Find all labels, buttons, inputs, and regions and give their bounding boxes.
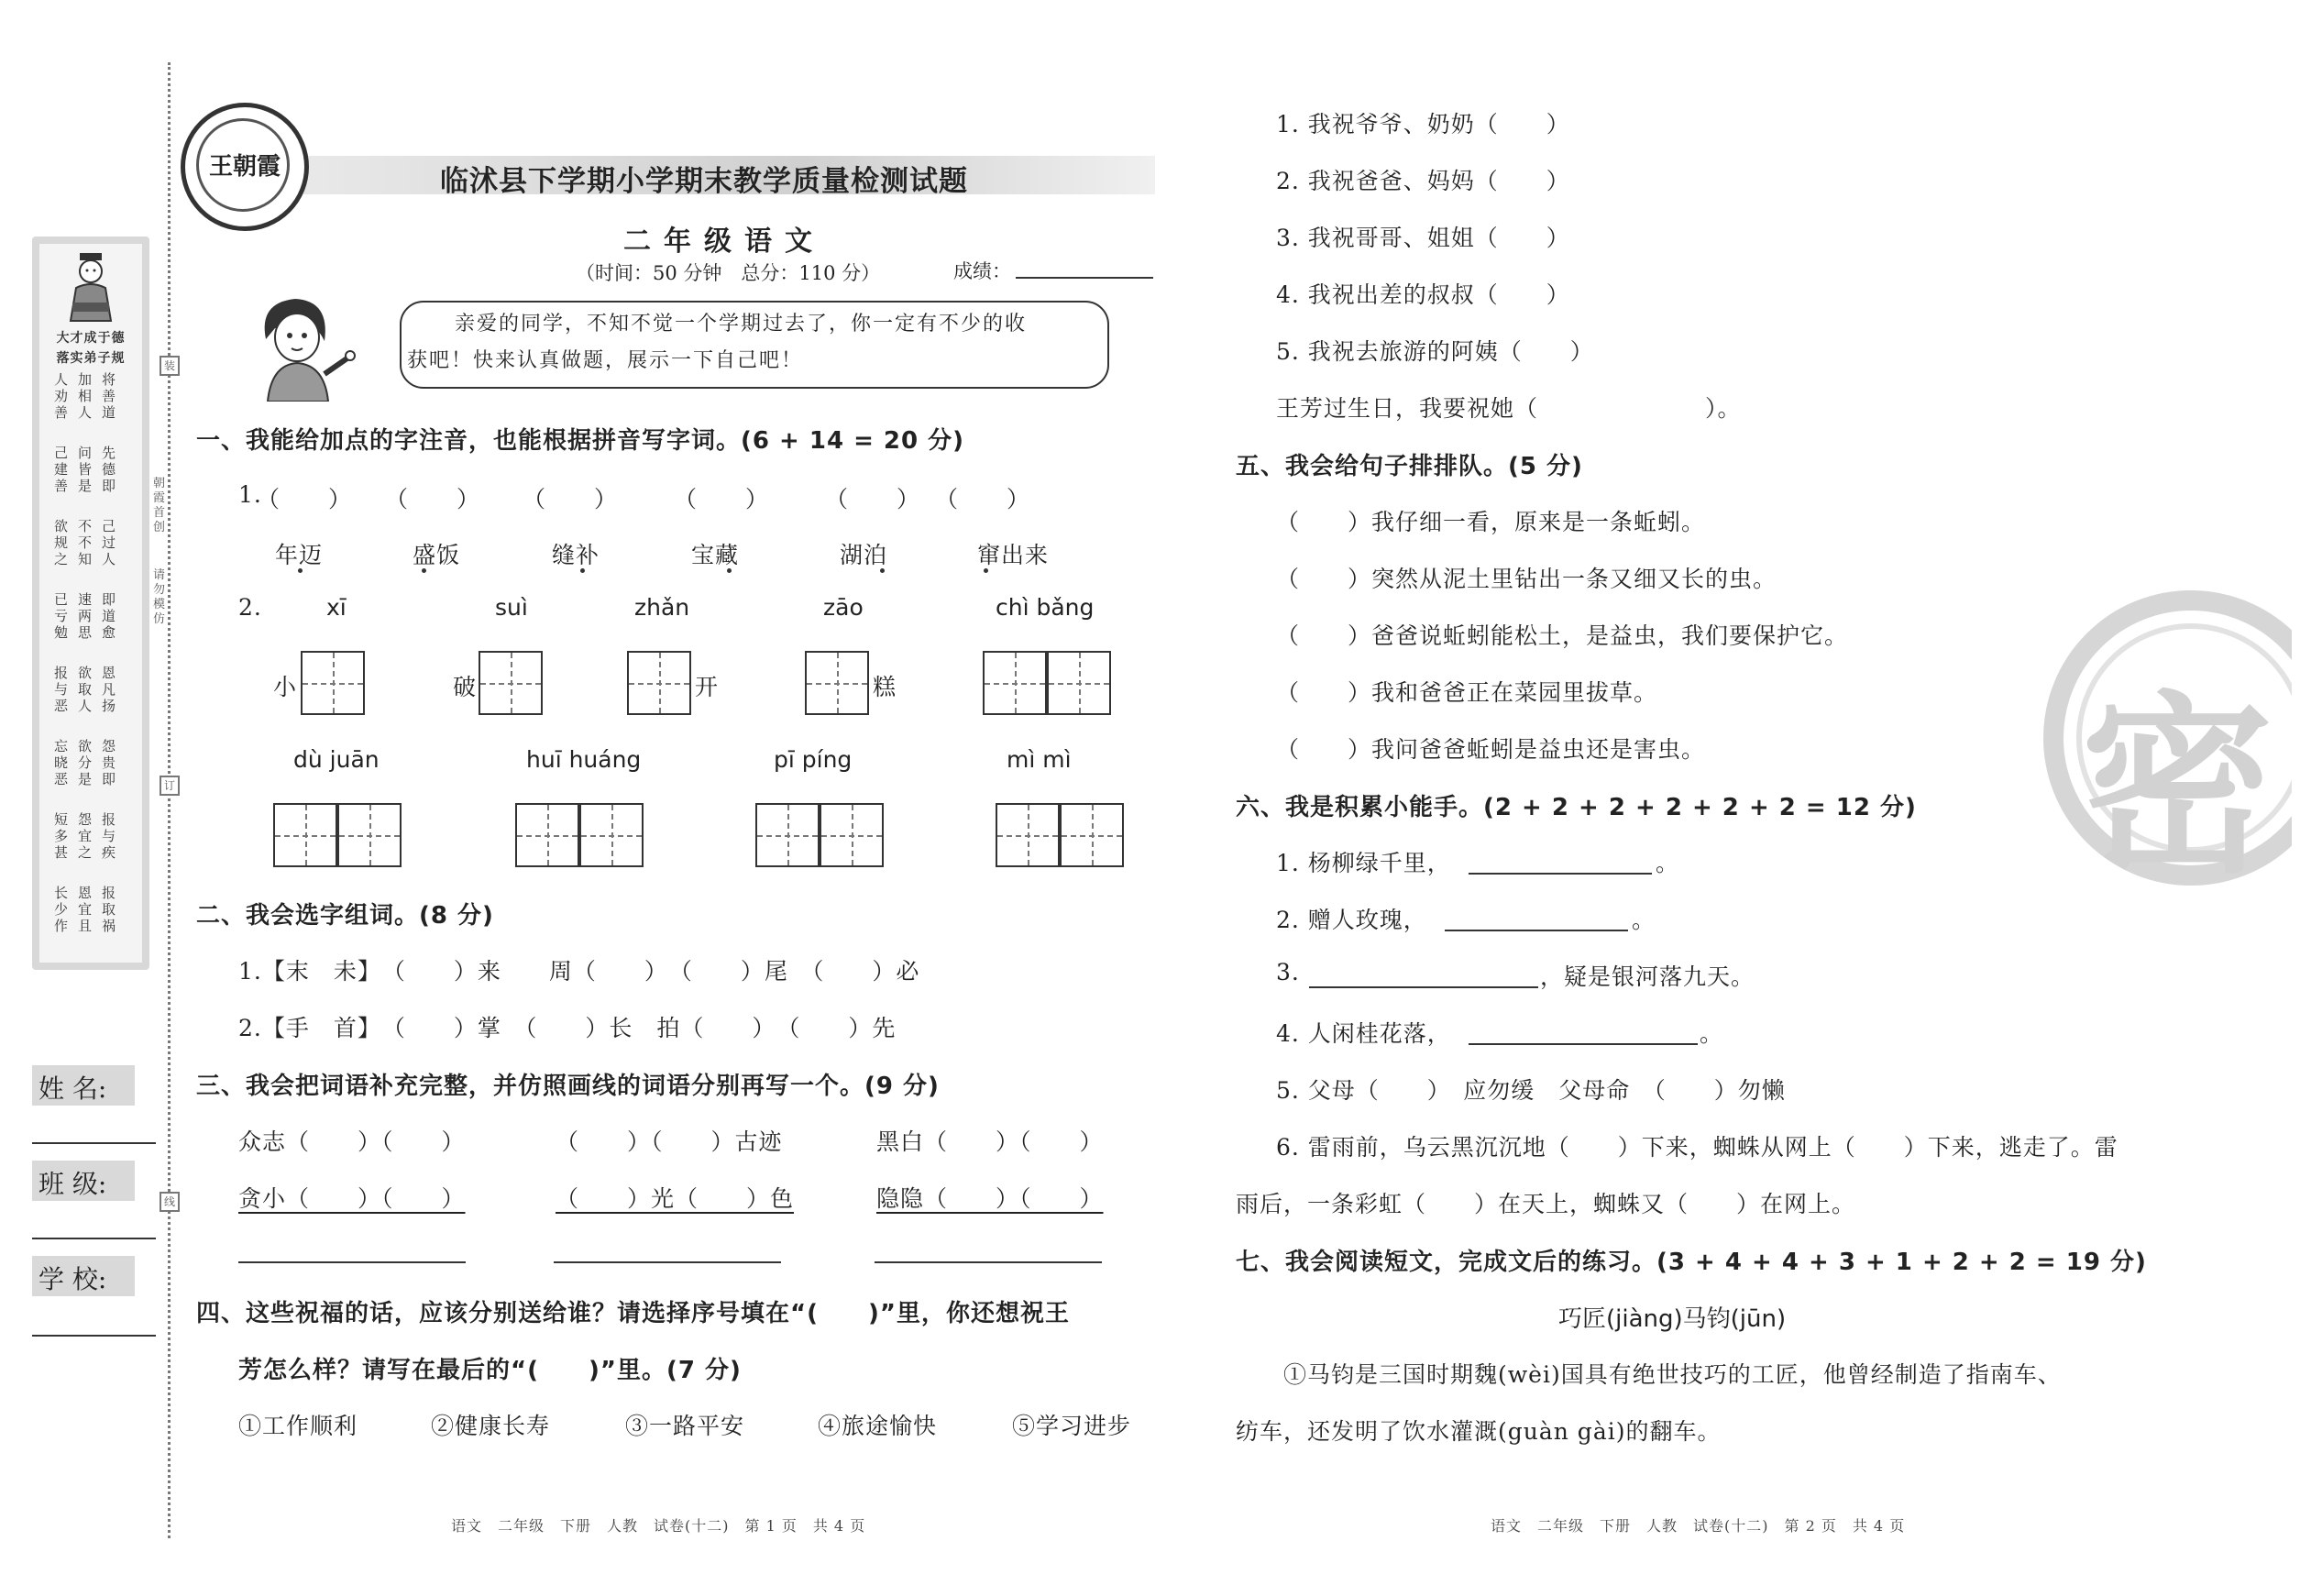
pinyin: zhǎn xyxy=(634,594,690,621)
answer-line[interactable] xyxy=(1445,930,1628,931)
name-label: 姓 名: xyxy=(39,1073,107,1104)
score-field[interactable] xyxy=(1016,277,1153,279)
binding-label: 请勿模仿 xyxy=(153,568,166,626)
motto-column: 报与恶 xyxy=(52,666,69,715)
blessing-item[interactable]: 2. 我祝爸爸、妈妈（ ） xyxy=(1276,168,1570,194)
writing-grid[interactable] xyxy=(983,651,1047,715)
intro-line: 亲爱的同学，不知不觉一个学期过去了，你一定有不少的收 xyxy=(455,313,1028,336)
dotted-word: 宝藏 xyxy=(691,542,740,568)
pinyin: xī xyxy=(326,594,347,621)
pinyin: chì bǎng xyxy=(996,594,1095,621)
binding-label: 朝霞首创 xyxy=(153,477,166,534)
writing-grid[interactable] xyxy=(337,803,402,867)
punct: 。 xyxy=(1656,850,1680,876)
model-idiom: 隐隐（ ）（ ） xyxy=(876,1185,1104,1212)
motto-column: 欲分是 xyxy=(76,739,93,788)
blessing-item[interactable]: 5. 我祝去旅游的阿姨（ ） xyxy=(1276,338,1594,365)
page-footer: 语文 二年级 下册 人教 试卷(十二) 第 1 页 共 4 页 xyxy=(451,1517,866,1535)
answer-paren[interactable]: （ ） xyxy=(523,486,619,512)
given-char: 小 xyxy=(273,674,298,700)
blessing-option: ⑤学习进步 xyxy=(1012,1413,1132,1439)
motto-column: 即道愈 xyxy=(100,592,116,642)
q2-heading: 二、我会选字组词。(8 分) xyxy=(196,902,494,930)
motto-column: 先德即 xyxy=(100,446,116,495)
motto-column: 怨宜之 xyxy=(76,812,93,862)
page-footer: 语文 二年级 下册 人教 试卷(十二) 第 2 页 共 4 页 xyxy=(1491,1517,1906,1535)
name-field[interactable] xyxy=(32,1142,156,1144)
school-label: 学 校: xyxy=(39,1264,107,1294)
q7-heading: 七、我会阅读短文，完成文后的练习。(3 + 4 + 4 + 3 + 1 + 2 + 2 = 19 分) xyxy=(1236,1249,2147,1276)
punct: 。 xyxy=(1632,907,1656,933)
blessing-last[interactable]: 王芳过生日，我要祝她（ ）。 xyxy=(1276,395,1742,422)
motto-column: 欲取人 xyxy=(76,666,93,715)
answer-line[interactable] xyxy=(1309,986,1538,988)
motto-column: 人劝善 xyxy=(52,372,69,422)
writing-grid[interactable] xyxy=(515,803,579,867)
poem-line: 2. 赠人玫瑰， xyxy=(1276,907,1427,933)
motto-panel xyxy=(32,237,149,970)
punct: 。 xyxy=(1700,1020,1724,1047)
binding-mark: 线 xyxy=(160,1192,180,1212)
intro-bubble xyxy=(400,301,1109,389)
motto-column: 不不知 xyxy=(76,519,93,568)
scholar-icon xyxy=(63,251,118,325)
idiom-item[interactable]: （ ）（ ）古迹 xyxy=(556,1128,783,1155)
poem-line: 1. 杨柳绿千里， xyxy=(1276,850,1451,876)
order-item[interactable]: （ ）我问爸爸蚯蚓是益虫还是害虫。 xyxy=(1276,736,1706,763)
binding-mark: 订 xyxy=(160,776,180,796)
dotted-word: 湖泊 xyxy=(840,542,888,568)
order-item[interactable]: （ ）爸爸说蚯蚓能松土，是益虫，我们要保护它。 xyxy=(1276,622,1849,649)
class-field[interactable] xyxy=(32,1238,156,1239)
dotted-word: 窜出来 xyxy=(977,542,1050,568)
q4-heading: 四、这些祝福的话，应该分别送给谁？请选择序号填在“( )”里，你还想祝王 xyxy=(196,1300,1070,1327)
article-para: ①马钧是三国时期魏(wèi)国具有绝世技巧的工匠，他曾经制造了指南车、 xyxy=(1283,1361,2062,1388)
motto-line: 落实弟子规 xyxy=(56,351,126,366)
idiom-item[interactable]: 众志（ ）（ ） xyxy=(238,1128,466,1155)
answer-line[interactable] xyxy=(238,1261,466,1263)
motto-column: 恩凡扬 xyxy=(100,666,116,715)
motto-column: 长少作 xyxy=(52,886,69,935)
article-para: 纺车，还发明了饮水灌溉(guàn gài)的翻车。 xyxy=(1236,1418,1722,1445)
pinyin: huī huáng xyxy=(526,746,642,773)
writing-grid[interactable] xyxy=(1060,803,1124,867)
writing-grid[interactable] xyxy=(1047,651,1111,715)
blessing-option: ①工作顺利 xyxy=(238,1413,358,1439)
given-char: 糕 xyxy=(873,674,897,700)
dotted-word: 年迈 xyxy=(275,542,324,568)
exam-title: 临沭县下学期小学期末教学质量检测试题 xyxy=(440,165,968,198)
q2-line[interactable]: 1.【末 未】 （ ）来 周（ ） （ ）尾 （ ）必 xyxy=(238,958,920,985)
motto-column: 问皆是 xyxy=(76,446,93,495)
dotted-word: 盛饭 xyxy=(413,542,461,568)
writing-grid[interactable] xyxy=(479,651,543,715)
blessing-option: ③一路平安 xyxy=(625,1413,745,1439)
motto-line: 大才成于德 xyxy=(56,331,126,346)
blessing-option: ②健康长寿 xyxy=(431,1413,551,1439)
motto-column: 恩宜且 xyxy=(76,886,93,935)
motto-column: 怨贵即 xyxy=(100,739,116,788)
pinyin: dù juān xyxy=(293,746,380,773)
brand-logo xyxy=(181,103,309,231)
binding-mark: 装 xyxy=(160,356,180,376)
intro-line: 获吧！快来认真做题，展示一下自己吧！ xyxy=(407,349,804,372)
girl-illustration xyxy=(240,293,359,402)
q1-heading: 一、我能给加点的字注音，也能根据拼音写字词。(6 + 14 = 20 分) xyxy=(196,427,965,455)
order-item[interactable]: （ ）我仔细一看，原来是一条蚯蚓。 xyxy=(1276,509,1706,535)
motto-column: 将善道 xyxy=(100,372,116,422)
motto-column: 报与疾 xyxy=(100,812,116,862)
seal-char: 密 xyxy=(2081,673,2274,899)
pinyin: mì mì xyxy=(1007,746,1072,773)
class-label: 班 级: xyxy=(39,1169,107,1199)
answer-paren[interactable]: （ ） xyxy=(385,486,481,512)
motto-column: 已亏勉 xyxy=(52,592,69,642)
writing-grid[interactable] xyxy=(301,651,365,715)
answer-paren[interactable]: （ ） xyxy=(935,486,1031,512)
motto-column: 报取祸 xyxy=(100,886,116,935)
fill-sentence[interactable]: 6. 雷雨前，乌云黑沉沉地（ ）下来，蜘蛛从网上（ ）下来，逃走了。雷 xyxy=(1276,1134,2118,1161)
q1-1-num: 1. xyxy=(238,481,262,508)
writing-grid[interactable] xyxy=(273,803,337,867)
order-item[interactable]: （ ）我和爸爸正在菜园里拔草。 xyxy=(1276,679,1658,706)
writing-grid[interactable] xyxy=(755,803,820,867)
q4-heading: 芳怎么样？请写在最后的“( )”里。(7 分) xyxy=(238,1357,742,1384)
given-char: 破 xyxy=(453,674,478,700)
poem-line: 4. 人闲桂花落， xyxy=(1276,1020,1451,1047)
pinyin: suì xyxy=(495,594,528,621)
poem-line[interactable]: 5. 父母（ ） 应勿缓 父母命 （ ）勿懒 xyxy=(1276,1077,1786,1104)
motto-column: 欲规之 xyxy=(52,519,69,568)
blessing-item[interactable]: 3. 我祝哥哥、姐姐（ ） xyxy=(1276,225,1570,251)
q1-2-num: 2. xyxy=(238,594,262,621)
blessing-item[interactable]: 1. 我祝爷爷、奶奶（ ） xyxy=(1276,111,1570,138)
writing-grid[interactable] xyxy=(579,803,644,867)
q5-heading: 五、我会给句子排排队。(5 分) xyxy=(1236,453,1583,480)
writing-grid[interactable] xyxy=(996,803,1060,867)
exam-info: （时间：50 分钟 总分：110 分） xyxy=(576,262,881,284)
q2-line[interactable]: 2.【手 首】 （ ）掌 （ ）长 拍（ ） （ ）先 xyxy=(238,1015,897,1041)
school-field[interactable] xyxy=(32,1335,156,1337)
fill-sentence[interactable]: 雨后，一条彩虹（ ）在天上，蜘蛛又（ ）在网上。 xyxy=(1236,1191,1856,1217)
answer-paren[interactable]: （ ） xyxy=(257,486,353,512)
answer-line[interactable] xyxy=(875,1261,1102,1263)
answer-line[interactable] xyxy=(1469,873,1652,875)
pinyin: pī píng xyxy=(774,746,853,773)
article-title: 巧匠(jiàng)马钧(jūn) xyxy=(1558,1305,1787,1333)
score-label: 成绩： xyxy=(953,260,1011,282)
answer-line[interactable] xyxy=(554,1261,781,1263)
q6-heading: 六、我是积累小能手。(2 + 2 + 2 + 2 + 2 + 2 = 12 分) xyxy=(1236,794,1917,821)
blessing-item[interactable]: 4. 我祝出差的叔叔（ ） xyxy=(1276,281,1570,308)
model-idiom: （ ）光（ ）色 xyxy=(556,1185,795,1212)
poem-line: ，疑是银河落九天。 xyxy=(1540,963,1755,990)
writing-grid[interactable] xyxy=(805,651,869,715)
blessing-option: ④旅途愉快 xyxy=(818,1413,938,1439)
order-item[interactable]: （ ）突然从泥土里钻出一条又细又长的虫。 xyxy=(1276,566,1777,592)
q3-heading: 三、我会把词语补充完整，并仿照画线的词语分别再写一个。(9 分) xyxy=(196,1073,940,1100)
logo-text: 王朝霞 xyxy=(208,153,281,181)
binding-line xyxy=(168,62,171,1538)
exam-subtitle: 二年级语文 xyxy=(623,226,825,258)
motto-column: 忘晓恶 xyxy=(52,739,69,788)
motto-column: 己过人 xyxy=(100,519,116,568)
motto-column: 加相人 xyxy=(76,372,93,422)
model-idiom: 贪小（ ）（ ） xyxy=(238,1185,466,1212)
motto-column: 己建善 xyxy=(52,446,69,495)
idiom-item[interactable]: 黑白（ ）（ ） xyxy=(876,1128,1104,1155)
answer-line[interactable] xyxy=(1469,1043,1698,1045)
given-char: 开 xyxy=(695,674,720,700)
writing-grid[interactable] xyxy=(820,803,884,867)
pinyin: zāo xyxy=(823,594,864,621)
answer-paren[interactable]: （ ） xyxy=(674,486,770,512)
poem-num: 3. xyxy=(1276,959,1300,985)
dotted-word: 缝补 xyxy=(552,542,600,568)
answer-paren[interactable]: （ ） xyxy=(825,486,921,512)
motto-column: 短多甚 xyxy=(52,812,69,862)
motto-column: 速两思 xyxy=(76,592,93,642)
writing-grid[interactable] xyxy=(627,651,691,715)
